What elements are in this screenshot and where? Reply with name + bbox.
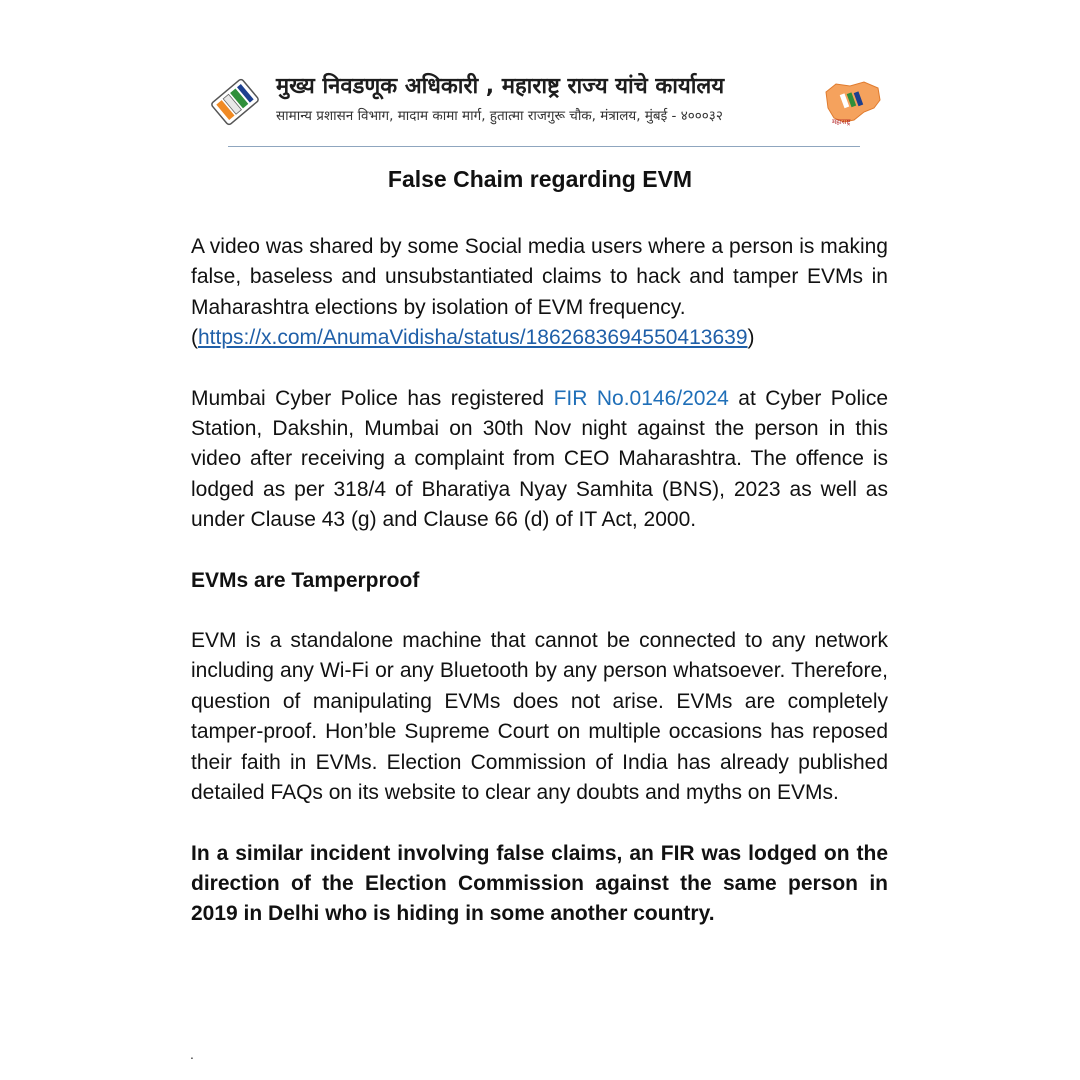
maharashtra-map-logo-icon [820, 78, 884, 128]
office-title: मुख्य निवडणूक अधिकारी , महाराष्ट्र राज्य यांचे कार्यालय [276, 74, 725, 99]
fir-text-after: at Cyber Police Station, Dakshin, Mumbai on 30th Nov night against the person in this video after receiving a complaint from CEO Maharashtra. The offence is lodged as per 318/4 of Bharatiya Nyay Samhita (BNS), 2023 as well as under Clause 43 (g) and Clause 66 (d) of IT Act, 2000. [191, 386, 889, 532]
office-address: सामान्य प्रशासन विभाग, मादाम कामा मार्ग, हुतात्मा राजगुरू चौक, मंत्रालय, मुंबई - ४०००३२ [276, 108, 723, 124]
paren-open: ( [191, 326, 198, 350]
fir-text-before: Mumbai Cyber Police has registered [191, 386, 554, 410]
paragraph-fir [191, 384, 888, 536]
fir-number: FIR No.0146/2024 [553, 386, 729, 410]
footer-mark: . [190, 1046, 194, 1062]
tweet-link[interactable]: https://x.com/AnumaVidisha/status/1862683694550413639 [198, 326, 748, 350]
election-commission-logo-icon [207, 74, 263, 130]
logo-caption: महाराष्ट्र [832, 118, 851, 126]
header-divider [228, 146, 860, 147]
paragraph-tamperproof: EVM is a standalone machine that cannot be connected to any network including any Wi-Fi or any Bluetooth by any person whatsoever. Therefore, question of manipulating EVMs does not arise. EVMs are completely tamper-proof. Hon’ble Supreme Court on multiple occasions has reposed their faith in EVMs. Election Commission of India has already published detailed FAQs on its website to clear any doubts and myths on EVMs. [191, 629, 888, 805]
paragraph-text: A video was shared by some Social media users where a person is making false, baseless and unsubstantiated claims to hack and tamper EVMs in Maharashtra elections by isolation of EVM frequency. [191, 235, 888, 319]
section-heading: EVMs are Tamperproof [191, 568, 420, 592]
paragraph-video-claim [191, 232, 888, 354]
letterhead [0, 0, 1080, 150]
paren-close: ) [747, 326, 755, 350]
document-body [191, 232, 888, 930]
document-title: False Chaim regarding EVM [387, 166, 693, 192]
paragraph-similar-incident: In a similar incident involving false claims, an FIR was lodged on the direction of the Election Commission against the same person in 2019 in Delhi who is hiding in some another country. [191, 841, 888, 926]
